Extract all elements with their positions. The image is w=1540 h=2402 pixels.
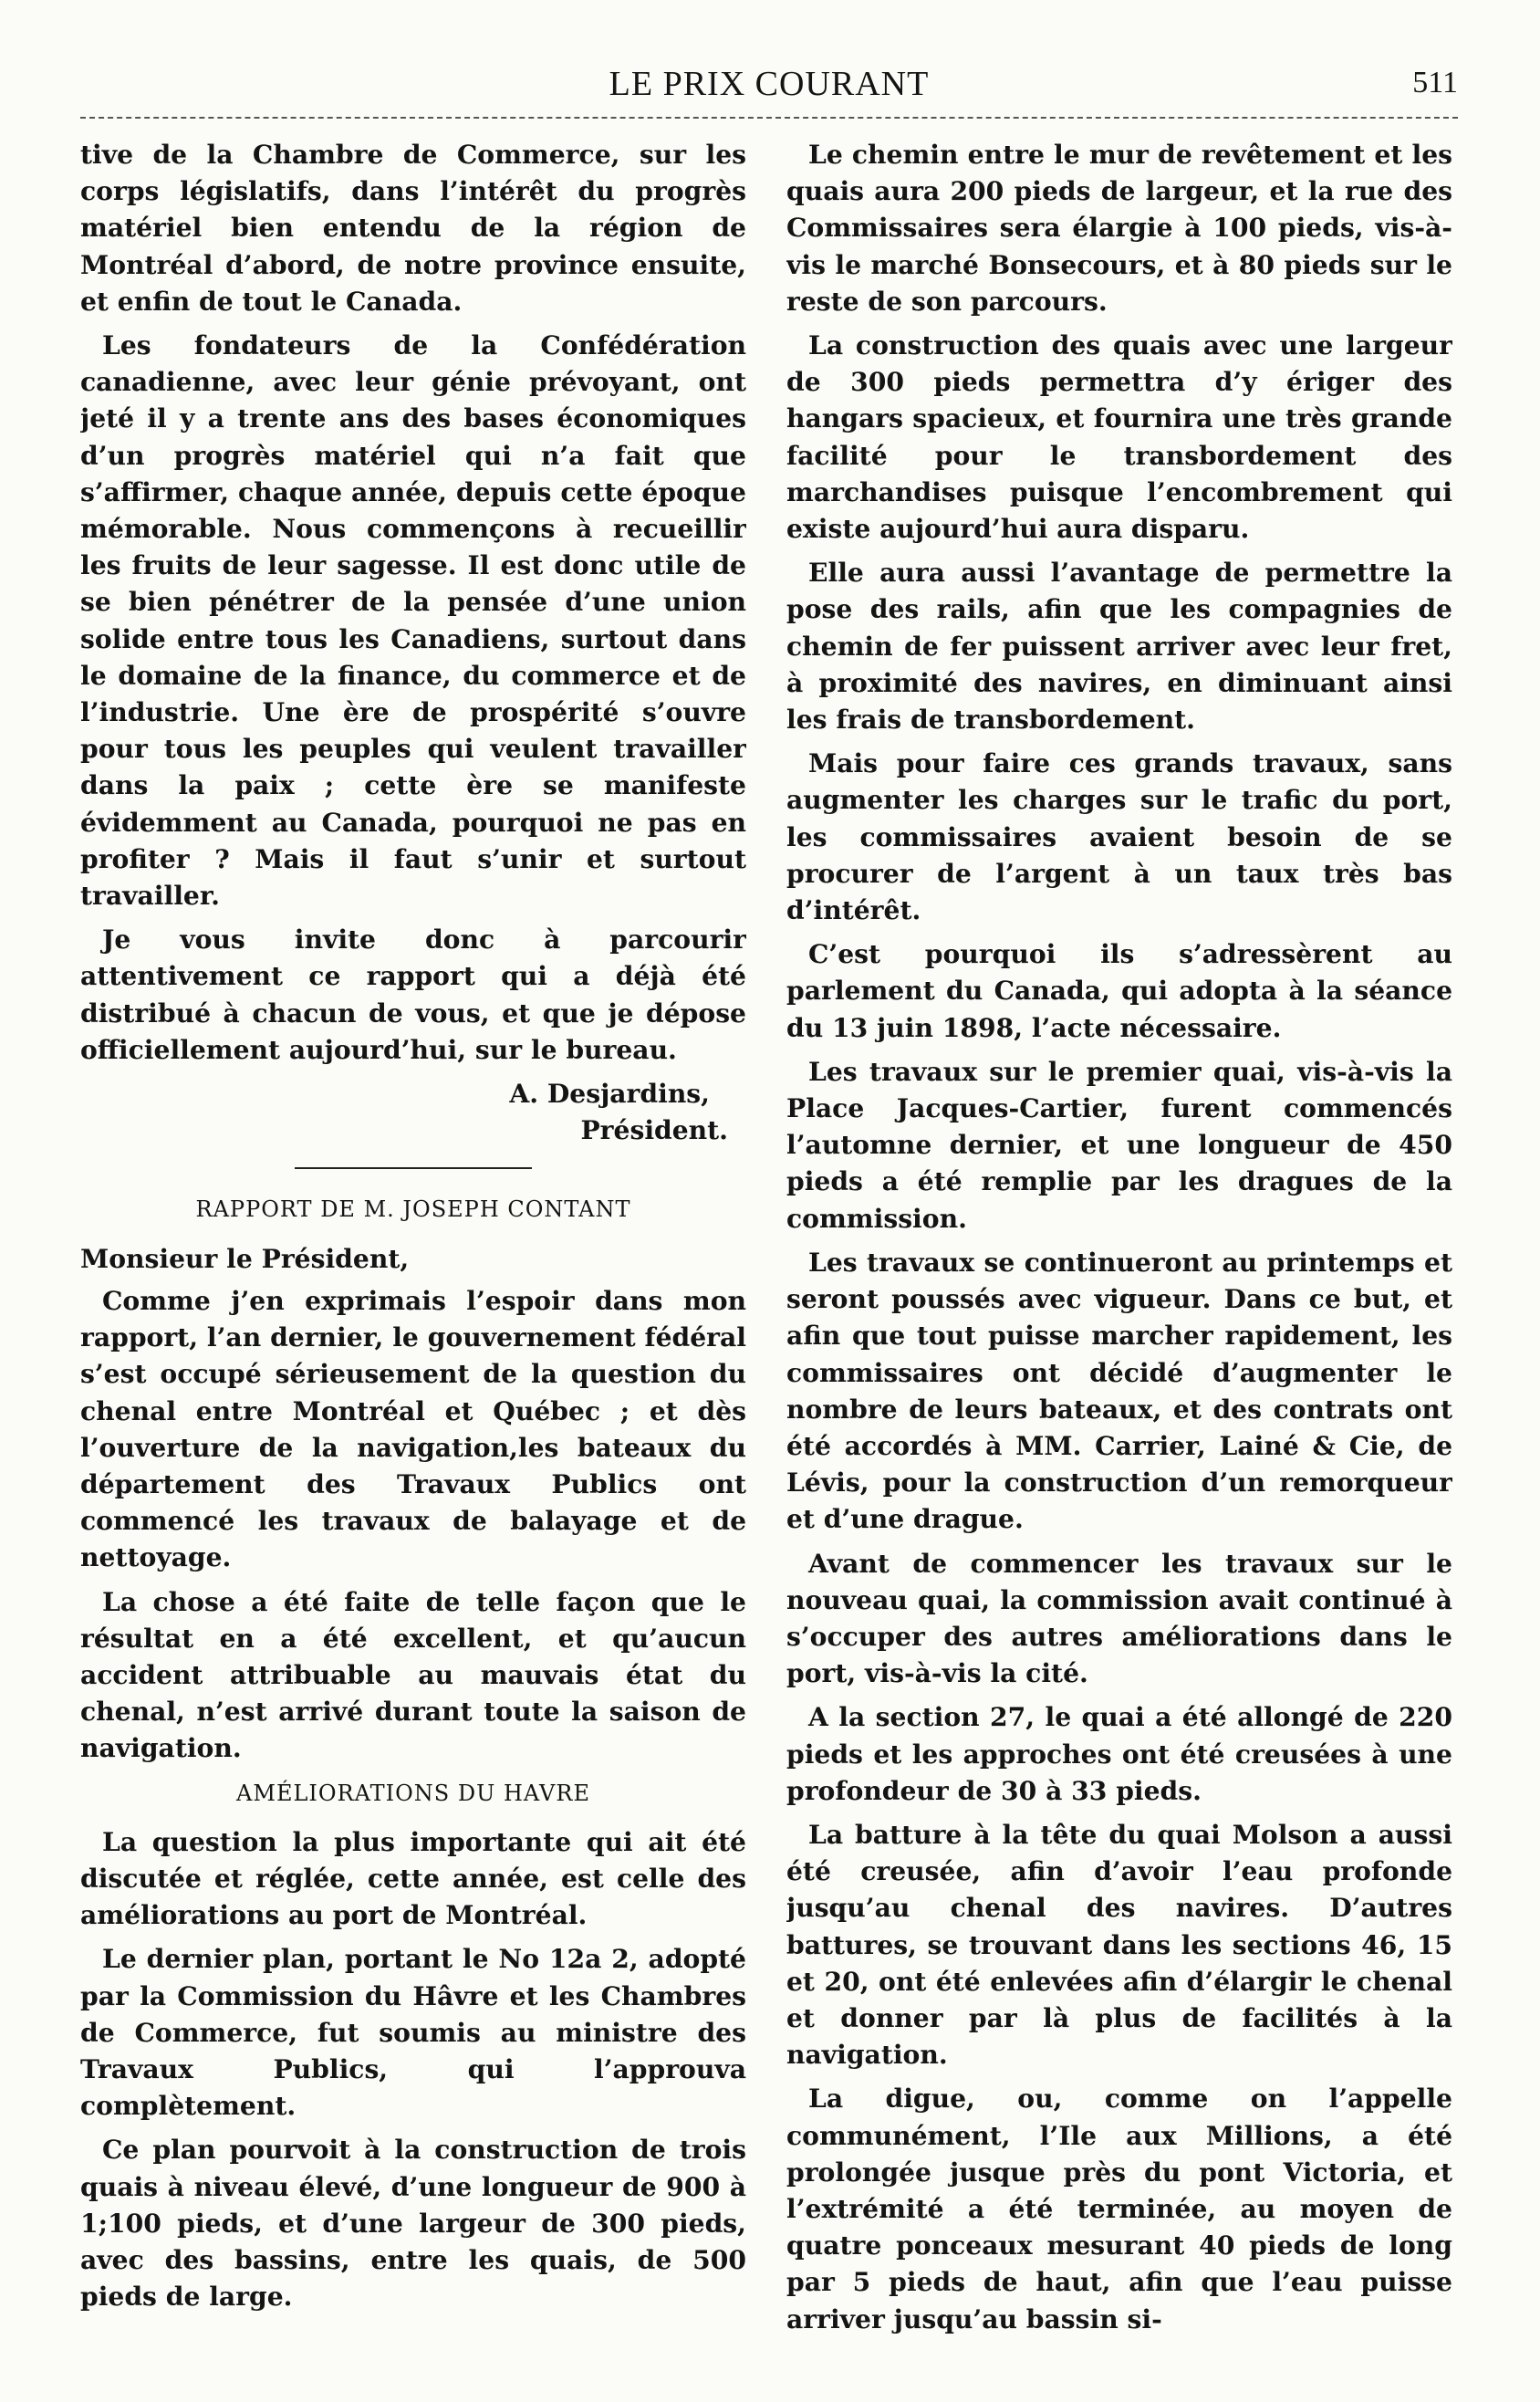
paragraph: Les travaux se continueront au printemps et seront poussés avec vigueur. Dans ce but, et afin que tout puisse marcher rapidement, les commissaires ont décidé d’augmenter le nombre de leurs bateaux, et des contrats ont été accordés à MM. Carrier, Lainé & Cie, de Lévis, pour la construction d’un remorqueur et d’une drague. bbox=[786, 1247, 1452, 1535]
right-column bbox=[786, 137, 1452, 2364]
page-number: 511 bbox=[1412, 66, 1458, 99]
running-title: LE PRIX COURANT bbox=[609, 65, 930, 103]
signature-name: A. Desjardins, bbox=[509, 1079, 710, 1110]
paragraph: Je vous invite donc à parcourir attentivement ce rapport qui a déjà été distribué à chacun de vous, et que je dépose officiellement aujourd’hui, sur le bureau. bbox=[80, 924, 746, 1065]
paragraph: Le dernier plan, portant le No 12a 2, adopté par la Commission du Hâvre et les Chambres de Commerce, fut soumis au ministre des Travaux Publics, qui l’approuva complètement. bbox=[80, 1944, 746, 2122]
paragraph: Les travaux sur le premier quai, vis-à-vis la Place Jacques-Cartier, furent commencés l’automne dernier, et une longueur de 450 pieds a été remplie par les dragues de la commission. bbox=[786, 1056, 1452, 1234]
section-heading-rapport: RAPPORT DE M. JOSEPH CONTANT bbox=[195, 1196, 631, 1223]
paragraph: Le chemin entre le mur de revêtement et les quais aura 200 pieds de largeur, et la rue des Commissaires sera élargie à 100 pieds, vis-à-vis le marché Bonsecours, et à 80 pieds sur le reste de son parcours. bbox=[786, 140, 1452, 317]
paragraph: La chose a été faite de telle façon que le résultat en a été excellent, et qu’aucun accident attribuable au mauvais état du chenal, n’est arrivé durant toute la saison de navigation. bbox=[80, 1586, 746, 1764]
paragraph: Comme j’en exprimais l’espoir dans mon rapport, l’an dernier, le gouvernement fédéral s’est occupé sérieusement de la question du chenal entre Montréal et Québec ; et dès l’ouverture de la navigation,les bateaux du département des Travaux Publics ont commencé les travaux de balayage et de nettoyage. bbox=[80, 1285, 746, 1573]
paragraph: La construction des quais avec une largeur de 300 pieds permettra d’y ériger des hangars spacieux, et fournira une très grande facilité pour le transbordement des marchandises puisque l’encombrement qui existe aujourd’hui aura disparu. bbox=[786, 330, 1452, 545]
paragraph: tive de la Chambre de Commerce, sur les corps législatifs, dans l’intérêt du progrès matériel bien entendu de la région de Montréal d’abord, de notre province ensuite, et enfin de tout le Canada. bbox=[80, 140, 746, 317]
paragraph: Avant de commencer les travaux sur le nouveau quai, la commission avait continué à s’occuper des autres améliorations dans le port, vis-à-vis la cité. bbox=[786, 1548, 1452, 1689]
paragraph: Mais pour faire ces grands travaux, sans augmenter les charges sur le trafic du port, les commissaires avaient besoin de se procurer de l’argent à un taux très bas d’intérêt. bbox=[786, 748, 1452, 926]
header-rule bbox=[80, 117, 1458, 119]
paragraph: C’est pourquoi ils s’adressèrent au parlement du Canada, qui adopta à la séance du 13 juin 1898, l’acte nécessaire. bbox=[786, 939, 1452, 1043]
paragraph: La question la plus importante qui ait été discutée et réglée, cette année, est celle des améliorations au port de Montréal. bbox=[80, 1826, 746, 1931]
paragraph: A la section 27, le quai a été allongé de 220 pieds et les approches ont été creusées à une profondeur de 30 à 33 pieds. bbox=[786, 1702, 1452, 1806]
signature-title: Président. bbox=[580, 1115, 728, 1146]
left-column bbox=[80, 137, 746, 2364]
salutation: Monsieur le Président, bbox=[80, 1243, 410, 1274]
paragraph: Elle aura aussi l’avantage de permettre la pose des rails, afin que les compagnies de chemin de fer puissent arriver avec leur fret, à proximité des navires, en diminuant ainsi les frais de transbordement. bbox=[786, 558, 1452, 736]
paragraph: La batture à la tête du quai Molson a aussi été creusée, afin d’avoir l’eau profonde jusqu’au chenal des navires. D’autres battures, se trouvant dans les sections 46, 15 et 20, ont été enlevées afin d’élargir le chenal et donner par là plus de facilités à la navigation. bbox=[786, 1819, 1452, 2071]
paragraph: Les fondateurs de la Confédération canadienne, avec leur génie prévoyant, ont jeté il y a trente ans des bases économiques d’un progrès matériel qui n’a fait que s’affirmer, chaque année, depuis cette époque mémorable. Nous commençons à recueillir les fruits de leur sagesse. Il est donc utile de se bien pénétrer de la pensée d’une union solide entre tous les Canadiens, surtout dans le domaine de la finance, du commerce et de l’industrie. Une ère de prospérité s’ouvre pour tous les peuples qui veulent travailler dans la paix ; cette ère se manifeste évidemment au Canada, pourquoi ne pas en profiter ? Mais il faut s’unir et surtout travailler. bbox=[80, 330, 746, 912]
section-divider bbox=[295, 1167, 532, 1169]
section-heading-ameliorations: AMÉLIORATIONS DU HAVRE bbox=[236, 1780, 590, 1806]
paragraph: Ce plan pourvoit à la construction de trois quais à niveau élevé, d’une longueur de 900 à 1;100 pieds, et d’une largeur de 300 pieds, avec des bassins, entre les quais, de 500 pieds de large. bbox=[80, 2135, 746, 2313]
running-head bbox=[80, 64, 1458, 119]
paragraph: La digue, ou, comme on l’appelle communément, l’Ile aux Millions, a été prolongée jusque près du pont Victoria, et l’extrémité a été terminée, au moyen de quatre ponceaux mesurant 40 pieds de long par 5 pieds de haut, afin que l’eau puisse arriver jusqu’au bassin si- bbox=[786, 2083, 1452, 2334]
